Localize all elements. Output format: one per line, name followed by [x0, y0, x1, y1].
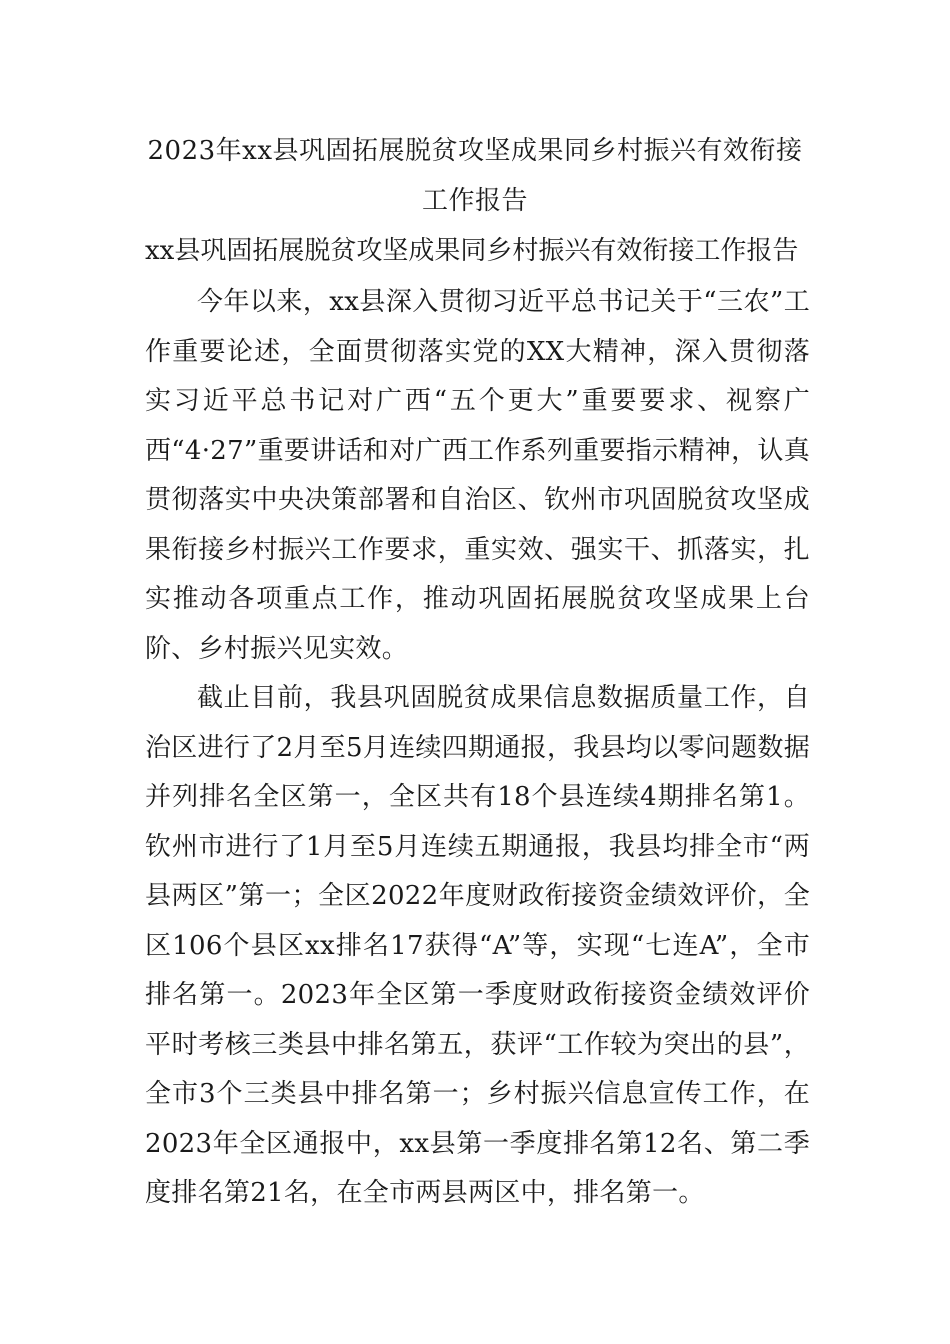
document-title-line-1: 2023年xx县巩固拓展脱贫攻坚成果同乡村振兴有效衔接 — [147, 136, 803, 166]
document-subtitle: xx县巩固拓展脱贫攻坚成果同乡村振兴有效衔接工作报告 — [145, 236, 799, 266]
body-paragraph-1: 今年以来，xx县深入贯彻习近平总书记关于“三农”工作重要论述，全面贯彻落实党的XX大精神，深入贯彻落实习近平总书记对广西“五个更大”重要要求、视察广西“4·27”重要讲话和对广西工作系列重要指示精神，认真贯彻落实中央决策部署和自治区、钦州市巩固脱贫攻坚成果衔接乡村振兴工作要求，重实效、强实干、抓落实，扎实推动各项重点工作，推动巩固拓展脱贫攻坚成果上台阶、乡村振兴见实效。 — [145, 287, 810, 664]
body-paragraph-2: 截止目前，我县巩固脱贫成果信息数据质量工作，自治区进行了2月至5月连续四期通报，我县均以零问题数据并列排名全区第一，全区共有18个县连续4期排名第1。钦州市进行了1月至5月连续五期通报，我县均排全市“两县两区”第一；全区2022年度财政衔接资金绩效评价，全区106个县区xx排名17获得“A”等，实现“七连A”，全市排名第一。2023年全区第一季度财政衔接资金绩效评价平时考核三类县中排名第五，获评“工作较为突出的县”，全市3个三类县中排名第一；乡村振兴信息宣传工作，在2023年全区通报中，xx县第一季度排名第12名、第二季度排名第21名，在全市两县两区中，排名第一。 — [145, 683, 810, 1208]
document-title-line-2: 工作报告 — [421, 186, 528, 216]
